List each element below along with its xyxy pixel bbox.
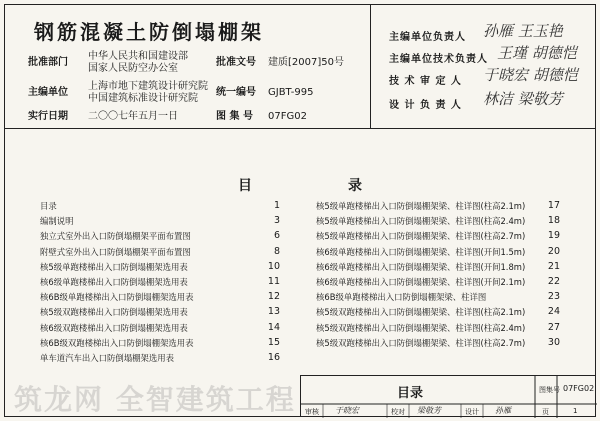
toc-title-a: 目 xyxy=(238,178,252,194)
toc-entry-page: 10 xyxy=(267,260,280,272)
toc-entry-title: 核6B级单跑楼梯出入口防倒塌棚架选用表 xyxy=(40,292,194,303)
toc-entry-page: 12 xyxy=(267,291,280,303)
toc-left-column xyxy=(40,200,280,367)
toc-right-column xyxy=(316,200,560,352)
toc-entry[interactable] xyxy=(316,276,560,291)
review-label: 审核 xyxy=(305,408,319,416)
tb-atlas-no-label: 图集号 xyxy=(539,386,560,394)
toc-entry[interactable] xyxy=(40,352,280,367)
toc-entry-title: 核5级双跑楼梯出入口防倒塌棚架选用表 xyxy=(40,307,188,318)
toc-entry-title: 编制说明 xyxy=(40,216,74,227)
toc-entry[interactable] xyxy=(316,322,560,337)
toc-entry-page: 13 xyxy=(267,306,280,318)
check-signature: 梁敬芳 xyxy=(417,406,441,415)
toc-entry-page: 1 xyxy=(273,200,280,211)
toc-entry-page: 8 xyxy=(273,245,280,257)
toc-entry[interactable] xyxy=(40,200,280,215)
toc-entry[interactable] xyxy=(316,246,560,261)
toc-entry-title: 核5级双跑楼梯出入口防倒塌棚架梁、柱详图(柱高2.1m) xyxy=(316,307,526,318)
title-block xyxy=(300,375,596,417)
toc-entry-title: 核6B级单跑楼梯出入口防倒塌棚架梁、柱详图 xyxy=(316,292,487,303)
atlas-no-label: 图 集 号 xyxy=(216,111,253,122)
check-label: 校对 xyxy=(391,408,405,416)
page-number: 1 xyxy=(573,407,578,415)
toc-entry[interactable] xyxy=(40,322,280,337)
toc-entry-page: 15 xyxy=(267,336,280,348)
toc-entry-page: 11 xyxy=(267,275,280,287)
approval-no-label: 批准文号 xyxy=(216,57,256,68)
toc-entry-page: 30 xyxy=(547,336,560,348)
toc-entry-page: 24 xyxy=(547,306,560,318)
tb-atlas-no: 07FG02 xyxy=(563,384,595,393)
page-label: 页 xyxy=(542,408,549,416)
toc-entry-page: 3 xyxy=(273,215,280,227)
resp-signature-3: 于晓宏 胡德恺 xyxy=(483,66,578,84)
unified-no: GJBT-995 xyxy=(268,87,314,98)
toc-entry-title: 附壁式室外出入口防倒塌棚架平面布置图 xyxy=(40,246,191,257)
toc-entry-title: 核6B级双跑楼梯出入口防倒塌棚架选用表 xyxy=(40,337,194,348)
header-divider xyxy=(4,128,596,129)
toc-entry-page: 18 xyxy=(547,215,560,227)
unified-no-label: 统一编号 xyxy=(216,87,256,98)
toc-entry[interactable] xyxy=(316,215,560,230)
toc-entry-page: 23 xyxy=(547,291,560,303)
toc-entry-page: 19 xyxy=(547,230,560,242)
resp-label-2: 主编单位技术负责人 xyxy=(389,54,488,65)
toc-entry[interactable] xyxy=(316,200,560,215)
toc-entry-title: 核6级双跑楼梯出入口防倒塌棚架选用表 xyxy=(40,322,188,333)
toc-entry[interactable] xyxy=(40,337,280,352)
toc-entry-title: 独立式室外出入口防倒塌棚架平面布置图 xyxy=(40,231,191,242)
toc-entry-title: 核6级单跑楼梯出入口防倒塌棚架选用表 xyxy=(40,276,188,287)
toc-entry[interactable] xyxy=(316,261,560,276)
toc-entry[interactable] xyxy=(40,291,280,306)
toc-entry-page: 14 xyxy=(267,321,280,333)
approval-no: 建质[2007]50号 xyxy=(268,57,344,68)
atlas-no: 07FG02 xyxy=(268,111,307,122)
toc-entry-page: 16 xyxy=(267,351,280,363)
resp-signature-4: 林洁 梁敬芳 xyxy=(483,90,563,108)
approval-dept-line1: 中华人民共和国建设部 xyxy=(88,51,188,62)
toc-entry-title: 核5级双跑楼梯出入口防倒塌棚架梁、柱详图(柱高2.4m) xyxy=(316,322,526,333)
toc-entry-title: 目录 xyxy=(40,201,57,211)
toc-entry-page: 17 xyxy=(547,200,560,211)
chief-unit-line2: 中国建筑标准设计研究院 xyxy=(88,93,198,104)
toc-entry-title: 单车道汽车出入口防倒塌棚架选用表 xyxy=(40,352,174,363)
toc-entry[interactable] xyxy=(316,291,560,306)
responsibility-block xyxy=(370,4,596,128)
toc-entry-title: 核5级单跑楼梯出入口防倒塌棚架梁、柱详图(柱高2.1m) xyxy=(316,201,526,211)
chief-unit-line1: 上海市地下建筑设计研究院 xyxy=(88,81,208,92)
toc-entry-title: 核5级双跑楼梯出入口防倒塌棚架梁、柱详图(柱高2.7m) xyxy=(316,337,526,348)
review-signature: 于晓宏 xyxy=(335,406,359,415)
toc-entry-page: 27 xyxy=(547,321,560,333)
sheet-title: 目录 xyxy=(397,386,424,401)
resp-label-3: 技 术 审 定 人 xyxy=(389,76,462,87)
approval-dept-line2: 国家人民防空办公室 xyxy=(88,63,178,74)
toc-entry[interactable] xyxy=(40,246,280,261)
header-info xyxy=(4,4,370,128)
resp-label-1: 主编单位负责人 xyxy=(389,32,466,43)
resp-signature-2: 王瑾 胡德恺 xyxy=(497,44,577,62)
toc-entry[interactable] xyxy=(40,215,280,230)
toc-entry-page: 6 xyxy=(273,230,280,242)
approval-dept-label: 批准部门 xyxy=(28,57,68,68)
toc-entry-title: 核5级单跑楼梯出入口防倒塌棚架选用表 xyxy=(40,261,188,272)
toc-entry-title: 核6级单跑楼梯出入口防倒塌棚架梁、柱详图(开间1.8m) xyxy=(316,261,526,272)
toc-entry[interactable] xyxy=(40,230,280,245)
chief-unit-label: 主编单位 xyxy=(28,87,68,98)
toc-entry-title: 核5级单跑楼梯出入口防倒塌棚架梁、柱详图(柱高2.7m) xyxy=(316,231,526,242)
effective-label: 实行日期 xyxy=(28,111,68,122)
page-title: 钢筋混凝土防倒塌棚架 xyxy=(34,20,264,44)
toc-entry-title: 核6级单跑楼梯出入口防倒塌棚架梁、柱详图(开间2.1m) xyxy=(316,276,526,287)
watermark: 筑龙网 全智建筑工程 xyxy=(14,383,296,416)
toc-entry[interactable] xyxy=(40,261,280,276)
resp-label-4: 设 计 负 责 人 xyxy=(389,100,462,111)
resp-signature-1: 孙雁 王玉艳 xyxy=(483,22,563,40)
toc-entry-title: 核5级单跑楼梯出入口防倒塌棚架梁、柱详图(柱高2.4m) xyxy=(316,216,526,227)
design-signature: 孙雁 xyxy=(495,406,511,415)
toc-entry-title: 核6级单跑楼梯出入口防倒塌棚架梁、柱详图(开间1.5m) xyxy=(316,246,526,257)
toc-entry[interactable] xyxy=(316,337,560,352)
toc-entry[interactable] xyxy=(316,230,560,245)
toc-entry-page: 20 xyxy=(547,245,560,257)
toc-entry[interactable] xyxy=(40,306,280,321)
toc-entry[interactable] xyxy=(316,306,560,321)
toc-entry[interactable] xyxy=(40,276,280,291)
toc-entry-page: 21 xyxy=(547,260,560,272)
design-label: 设计 xyxy=(465,408,479,416)
toc-title-b: 录 xyxy=(348,178,362,194)
effective-date: 二〇〇七年五月一日 xyxy=(88,111,178,122)
toc-entry-page: 22 xyxy=(547,275,560,287)
